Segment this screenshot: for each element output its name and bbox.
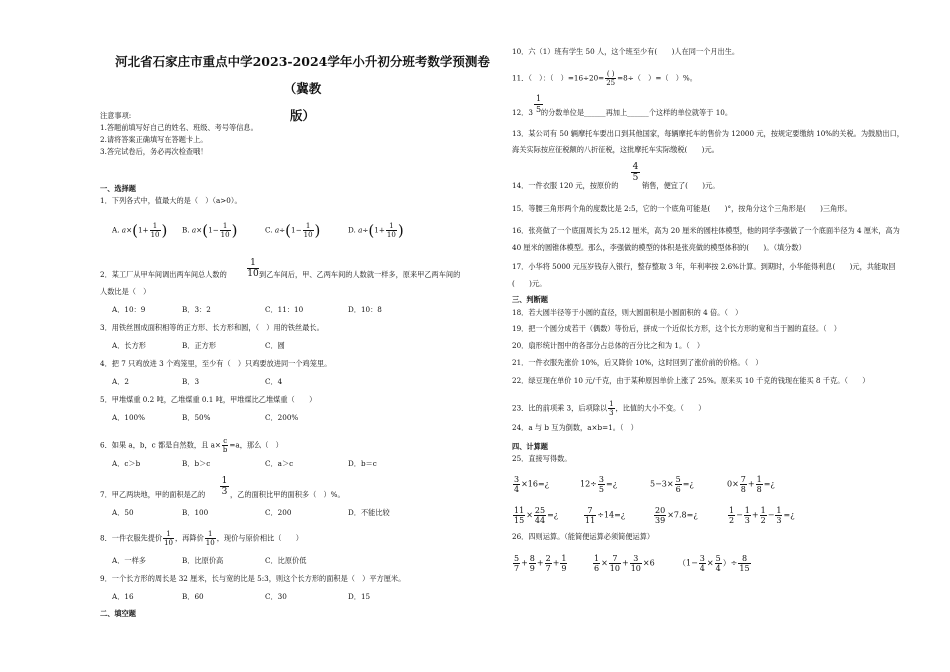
- q8-option-c: C．比原价低: [265, 556, 307, 565]
- q2-stem-post: 到乙车间后，甲、乙两车间的人数就一样多，原来甲乙两车间的: [259, 270, 461, 279]
- q4-option-a: A．2: [112, 377, 129, 386]
- q5-option-a: A．100%: [112, 413, 145, 422]
- q25: 25．直接写得数。: [512, 454, 572, 463]
- notice-1: 1.答题前填写好自己的姓名、班级、考号等信息。: [100, 123, 258, 132]
- calc-item-7: $\frac{20}{39}$ ×7.8=¿: [655, 506, 698, 525]
- q9-option-c: C．30: [265, 592, 287, 601]
- section-fill: 二、填空题: [100, 609, 136, 618]
- section-judge: 三、判断题: [512, 295, 548, 304]
- q9-option-a: A．16: [112, 592, 134, 601]
- calc-ops-3: （1− $\frac{3}{4}$ × $\frac{5}{4}$ ）÷ $\frac{8}{15}$: [678, 554, 750, 573]
- q10: 10．六（1）班有学生 50 人，这个班至少有( )人在同一个月出生。: [512, 47, 740, 56]
- q21: 21．一件衣服先涨价 10%，后又降价 10%，这时回到了涨价前的价格。（ ）: [512, 358, 763, 367]
- calc-item-2: 12÷ $\frac{3}{5}$ =¿: [580, 475, 617, 494]
- q9-option-d: D．15: [348, 592, 371, 601]
- section-calc: 四、计算题: [512, 442, 548, 451]
- q20: 20．扇形统计图中的各部分占总体的百分比之和为 1。（ ）: [512, 341, 705, 350]
- q8-option-a: A．一样多: [112, 556, 146, 565]
- notice-3: 3.答完试卷后，务必再次检查哦！: [100, 147, 208, 156]
- q1-option-b: B. a×(1− $\frac{1}{10}$ ): [182, 221, 238, 240]
- q7-option-a: A．50: [112, 508, 134, 517]
- q7-stem: 7．甲乙两块地，甲的面积是乙的: [100, 490, 206, 499]
- section-choice: 一、选择题: [100, 184, 136, 193]
- title-line-1: 河北省石家庄市重点中学2023-2024学年小升初分班考数学预测卷（冀教: [115, 54, 490, 96]
- q3-option-c: C．圆: [265, 341, 285, 350]
- q3-option-b: B．正方形: [182, 341, 217, 350]
- title-line-2: 版）: [289, 108, 315, 123]
- q3-option-a: A．长方形: [112, 341, 146, 350]
- q5-stem: 5．甲堆煤重 0.2 吨，乙堆煤重 0.1 吨，甲堆煤比乙堆煤重（ ）: [100, 395, 317, 404]
- q7-stem-post: ，乙的面积比甲的面积多（ ）%。: [230, 490, 345, 499]
- calc-item-5: $\frac{11}{15}$ × $\frac{25}{44}$ =¿: [514, 506, 559, 525]
- q19: 19．把一个圆分成若干（偶数）等份后，拼成一个近似长方形，这个长方形的宽和当于圆的直径。（ ）: [512, 324, 841, 333]
- calc-item-3: 5−3× $\frac{5}{6}$ =¿: [650, 475, 694, 494]
- q14: 14．一件衣服 120 元，按原价的: [512, 181, 619, 190]
- q1-stem: 1．下列各式中，值最大的是（ ）（a>0）。: [100, 196, 242, 205]
- q4-option-c: C．4: [265, 377, 283, 386]
- q9-stem: 9．一个长方形的周长是 32 厘米，长与宽的比是 5:3，则这个长方形的面积是（ ）平方厘米。: [100, 574, 406, 583]
- q5-option-c: C．200%: [265, 413, 299, 422]
- q24: 24．a 与 b 互为倒数，a×b=1。（ ）: [512, 423, 638, 432]
- q22: 22．绿豆现在单价 10 元/千克，由于某种原因单价上涨了 25%。原来买 10 千克的钱现在能买 8 千克。（ ）: [512, 376, 870, 385]
- q11: 11．（ ）：（ ）=16÷20= $\frac{( )}{25}$ =8÷（ ）=（ ）%。: [512, 70, 697, 87]
- notice-title: 注意事项:: [100, 111, 132, 120]
- q6-option-a: A．c＞b: [112, 459, 141, 468]
- q8-option-b: B．比原价高: [182, 556, 224, 565]
- q18: 18．若大圆半径等于小圆的直径，则大圆面积是小圆面积的 4 倍。（ ）: [512, 308, 743, 317]
- q4-option-b: B．3: [182, 377, 200, 386]
- q5-option-b: B．50%: [182, 413, 211, 422]
- q14-fraction: 4 5: [632, 162, 639, 183]
- q7-option-b: B．100: [182, 508, 209, 517]
- q7-option-d: D．不能比较: [348, 508, 390, 517]
- q6-option-d: D．b＝c: [348, 459, 377, 468]
- q6-option-c: C．a＞c: [265, 459, 294, 468]
- q4-stem: 4．把 7 只鸡放进 3 个鸡笼里，至少有（ ）只鸡要放进同一个鸡笼里。: [100, 359, 332, 368]
- q26: 26．四则运算。（能简便运算必须简便运算）: [512, 532, 655, 541]
- q23: 23．比的前项乘 3，后项除以 $\frac{1}{3}$ ，比值的大小不变。（ ）: [512, 400, 706, 417]
- q6-stem: 6．如果 a，b，c 都是自然数，且 a× $\frac{c}{b}$ =a，那么（ ）: [100, 437, 283, 454]
- q7-option-c: C．200: [265, 508, 292, 517]
- q2-line2: 人数比是（ ）: [100, 287, 151, 296]
- notice-2: 2.请将答案正确填写在答题卡上。: [100, 135, 208, 144]
- q15: 15．等腰三角形两个角的度数比是 2:5，它的一个底角可能是( )°，按角分这个三角形是( )三角形。: [512, 204, 852, 213]
- q1-option-d: D. a÷(1+ $\frac{1}{10}$ ): [348, 221, 404, 240]
- q2-option-c: C．11：10: [265, 305, 304, 314]
- q2-option-d: D．10：8: [348, 305, 382, 314]
- q8-stem: 8．一件衣服先提价 $\frac{1}{10}$ ，再降价 $\frac{1}{10}$ ，现价与原价相比（ ）: [100, 530, 303, 547]
- q2-stem: 2．某工厂从甲车间调出两车间总人数的: [100, 270, 227, 279]
- page-title: [105, 48, 500, 129]
- q14-post: 销售，便宜了( )元。: [642, 181, 720, 190]
- q16: 16．张亮做了一个底面周长为 25.12 厘米，高为 20 厘米的圆柱体模型，他的同学李强做了一个底面半径为 4 厘米，高为 40 厘米的圆锥体模型。那么，李强做的模型的体积是张亮做的模型体积的( )。（填分数）: [512, 226, 900, 252]
- q17: 17．小华将 5000 元压岁钱存入银行，整存整取 3 年，年利率按 2.6%计算。到期时，小华能得利息( )元，共能取回( )元。: [512, 262, 896, 288]
- q13: 13．某公司有 50 辆摩托车要出口到其他国家，每辆摩托车的售价为 12000 元，按规定要缴纳 10%的关税。为鼓励出口，海关实际按应征税额的八折征税，这批摩托车实际缴税( )元。: [512, 129, 904, 154]
- q6-option-b: B．b＞c: [182, 459, 211, 468]
- calc-item-4: 0× $\frac{7}{8}$ + $\frac{1}{8}$ =¿: [727, 475, 775, 494]
- q3-stem: 3．用铁丝围成面积相等的正方形、长方形和圆，（ ）用的铁丝最长。: [100, 323, 324, 332]
- calc-ops-2: $\frac{1}{6}$ × $\frac{7}{10}$ + $\frac{3}{10}$ ×6: [594, 554, 655, 573]
- q9-option-b: B．60: [182, 592, 204, 601]
- calc-item-6: $\frac{7}{11}$ ÷14=¿: [585, 506, 626, 525]
- q2-option-b: B．3：2: [182, 305, 211, 314]
- calc-ops-1: $\frac{5}{7}$ + $\frac{8}{9}$ + $\frac{2}{7}$ + $\frac{1}{9}$: [514, 554, 567, 573]
- q7-fraction: 1 3: [221, 476, 228, 497]
- q2-fraction: 1 10: [247, 258, 259, 279]
- q1-option-c: C. a÷(1− $\frac{1}{10}$ ): [265, 221, 321, 240]
- q12-fraction: 1 5: [535, 94, 542, 114]
- calc-item-8: $\frac{1}{2}$ − $\frac{1}{3}$ + $\frac{1}{2}$ − $\frac{1}{3}$ =¿: [729, 506, 795, 525]
- calc-item-1: $\frac{3}{4}$ ×16=¿: [514, 475, 549, 494]
- q2-option-a: A．10：9: [112, 305, 146, 314]
- q1-option-a: A. a×(1+ $\frac{1}{10}$ ): [112, 221, 168, 240]
- q12: 12．3 的分数单位是______再加上______个这样的单位就等于 10。: [512, 108, 733, 117]
